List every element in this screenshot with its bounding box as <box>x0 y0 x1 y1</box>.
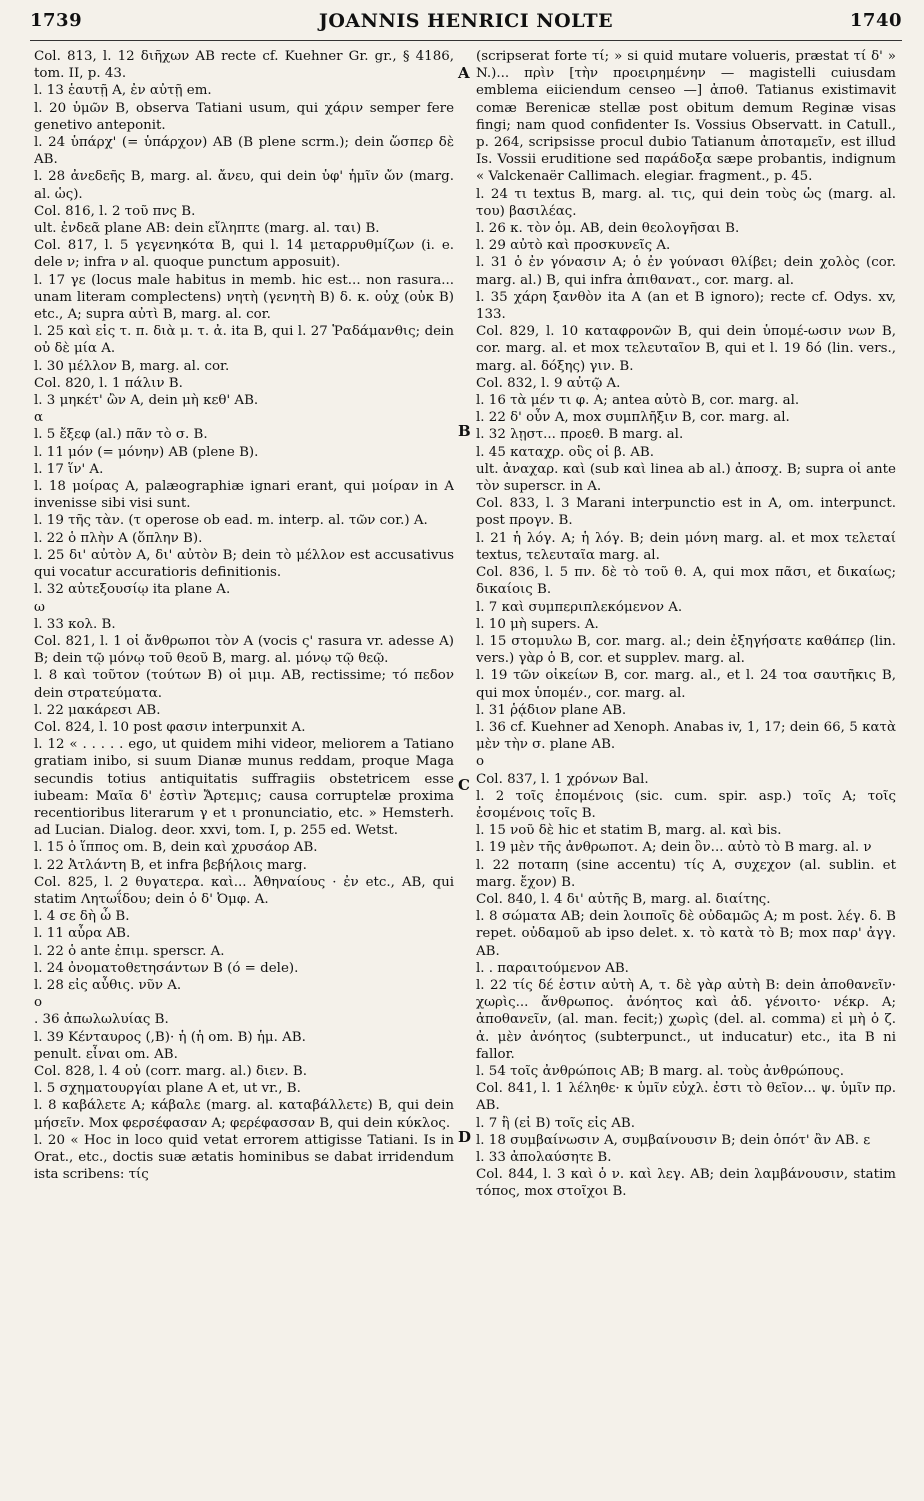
apparatus-entry: α <box>34 410 44 426</box>
apparatus-entry: l. 33 κολ. B. <box>34 616 116 632</box>
margin-marker-c: C <box>458 776 470 794</box>
apparatus-entry: l. 15 νοῦ δὲ hic et statim B, marg. al. καὶ bis. <box>476 823 782 839</box>
apparatus-entry: l. 22 τίς δέ ἐστιν αὐτὴ A, τ. δὲ γὰρ αὐτὴ B: dein ἀποθανεῖν· χωρὶς... ἄνθρωπος. ἀνόητος καὶ ἀδ. γένοιτο· νέκρ. A; ἀποθανεῖν, (al. man. fecit;) χωρὶς (del. al. comma) εἰ μὴ ὁ ζ. ἀ. μὲν ἀνόητος (subterpunct., ut inducatur) etc., ita B ni fallor. <box>476 977 896 1062</box>
apparatus-entry: l. 25 δι' αὐτὸν A, δι' αὐτὸν B; dein τὸ μέλλον est accusativus qui vocatur accuratioris definitionis. <box>34 547 454 581</box>
apparatus-entry: l. 2 τοῖς ἐπομένοις (sic. cum. spir. asp.) τοῖς A; τοῖς ἐσομένοις τοῖς B. <box>476 788 896 821</box>
apparatus-entry: l. 7 ἢ (εἰ B) τοῖς εἰς AB. <box>476 1115 636 1131</box>
margin-marker-a: A <box>458 64 470 82</box>
apparatus-entry: l. 31 ὁ ἐν γόνασιν A; ὁ ἐν γούνασι θλίβει; dein χολὸς (cor. marg. al.) B, qui infra ἀπιθανατ., cor. marg. al. <box>476 255 896 288</box>
apparatus-entry: Col. 844, l. 3 καὶ ὁ ν. καὶ λεγ. AB; dein λαμβάνουσιν, statim τόπος, mox στοῖχοι B. <box>476 1167 896 1200</box>
apparatus-entry: Col. 828, l. 4 οὐ (corr. marg. al.) διεν. B. <box>34 1063 308 1079</box>
apparatus-entry: l. 11 αὖρα AB. <box>34 926 131 942</box>
apparatus-entry: l. 22 Ἀτλάντη B, et infra βεβήλοις marg. <box>34 857 307 873</box>
left-column <box>34 48 454 1495</box>
apparatus-entry: Col. 841, l. 1 λέληθε· κ ὑμῖν εὐχλ. ἐστι τὸ θεῖον... ψ. ὑμῖν πρ. AB. <box>476 1081 896 1114</box>
page-number-right: 1740 <box>849 10 902 31</box>
apparatus-entry: ο <box>476 754 485 770</box>
margin-marker-d: D <box>458 1128 472 1146</box>
apparatus-entry: l. 22 δ' οὖν A, mox συμπλῆξιν B, cor. marg. al. <box>476 410 790 426</box>
margin-marker-b: B <box>458 422 471 440</box>
apparatus-entry: l. 36 cf. Kuehner ad Xenoph. Anabas iv, 1, 17; dein 66, 5 κατὰ μὲν τὴν σ. plane AB. <box>476 719 896 753</box>
apparatus-entry: l. 10 μὴ supers. A. <box>476 616 599 632</box>
apparatus-entry: l. 22 ὁ ante ἐπιμ. sperscr. A. <box>34 943 225 959</box>
apparatus-entry: l. 28 εἰς αὖθις. νῦν A. <box>34 977 182 993</box>
apparatus-entry: (scripserat forte τί; » si quid mutare volueris, præstat τί δ' » N.)... πρὶν [τὴν προειρημένην — magistelli cuiusdam emblema eiiciendum censeo —] ἀποθ. Tatianus existimavit comæ Berenicæ stellæ post obitum demum Reginæ visas fingi; nam quod confidenter Is. Vossius Observatt. in Catull., p. 264, scripsisse procul dubio Tatianum ἀποταμεῖν, est illud Is. Vossii eruditione sed παράδοξα sæpe probantis, indignum « Valckenaër Callimach. elegiar. fragment., p. 45. <box>476 49 896 185</box>
apparatus-entry: l. 12 « . . . . . ego, ut quidem mihi videor, meliorem a Tatiano gratiam inibo, si suum Dianæ munus reddam, proque Maga secundis totius antiquitatis suffragiis obstetricem esse iubeam: Μαῖα δ' ἐστὶν Ἄρτεμις; causa corruptelæ proxima recentioribus literarum γ et ι pronunciatio, etc. » Hemsterh. ad Lucian. Dialog. deor. xxvi, tom. I, p. 255 ed. Wetst. <box>34 737 454 839</box>
apparatus-entry: Col. 837, l. 1 χρόνων Bal. <box>476 771 649 787</box>
apparatus-entry: l. 4 σε δὴ ὦ B. <box>34 909 130 925</box>
running-header <box>30 8 902 38</box>
apparatus-entry: l. 17 γε (locus male habitus in memb. hic est... non rasura... unam literam complectens) νητὴ (γενητὴ B) δ. κ. οὐχ (οὐκ B) etc., A; supra αὐτὶ B, marg. al. cor. <box>34 272 454 323</box>
apparatus-entry: Col. 813, l. 12 διῆχων AB recte cf. Kuehner Gr. gr., § 4186, tom. II, p. 43. <box>34 49 454 82</box>
apparatus-entry: l. 32 αὐτεξουσίῳ ita plane A. <box>34 582 231 598</box>
apparatus-entry: l. 22 ποταπη (sine accentu) τίς A, συχεχον (al. sublin. et marg. ἔχον) B. <box>476 857 896 890</box>
apparatus-entry: l. 13 ἑαυτῇ A, ἐν αὐτῇ em. <box>34 83 212 99</box>
apparatus-entry: ult. ἐνδεᾶ plane AB: dein εἴληπτε (marg. al. ται) B. <box>34 221 380 237</box>
apparatus-entry: l. 22 ὁ πλὴν A (ὅπλην B). <box>34 530 203 546</box>
header-rule <box>30 40 902 41</box>
apparatus-entry: . 36 ἀπωλωλυίας B. <box>34 1012 169 1028</box>
running-title: JOANNIS HENRICI NOLTE <box>318 10 614 32</box>
apparatus-entry: l. 22 μακάρεσι AB. <box>34 702 161 718</box>
apparatus-entry: Col. 825, l. 2 θυγατερα. καὶ... Ἀθηναίους · ἐν etc., AB, qui statim Λητωΐδου; dein ὁ δ' Ὀμφ. A. <box>34 874 454 907</box>
apparatus-entry: l. 24 ὀνοματοθετησάντων B (ό = dele). <box>34 960 299 976</box>
right-column <box>476 48 896 1495</box>
apparatus-entry: l. 24 ὑπάρχ' (= ὑπάρχον) AB (B plene scrm.); dein ὥσπερ δὲ AB. <box>34 135 454 168</box>
apparatus-entry: Col. 832, l. 9 αὐτῷ A. <box>476 375 621 391</box>
apparatus-entry: l. 15 στομυλω B, cor. marg. al.; dein ἐξηγήσατε καθάπερ (lin. vers.) γὰρ ὁ B, cor. et supplev. marg. al. <box>476 633 896 667</box>
apparatus-entry: ult. ἀναχαρ. καὶ (sub καὶ linea ab al.) ἀποσχ. B; supra οἱ ante τὸν superscr. in A. <box>476 461 896 495</box>
apparatus-entry: Col. 840, l. 4 δι' αὐτῆς B, marg. al. διαίτης. <box>476 891 771 907</box>
apparatus-entry: l. 54 τοῖς ἀνθρώποις AB; B marg. al. τοὺς ἀνθρώπους. <box>476 1063 844 1079</box>
apparatus-entry: l. 3 μηκέτ' ὢν A, dein μὴ κεθ' AB. <box>34 393 259 409</box>
apparatus-entry: l. 15 ὁ ἵππος om. B, dein καὶ χρυσάορ AB. <box>34 840 318 856</box>
apparatus-entry: l. 31 ῥᾴδιον plane AB. <box>476 702 627 718</box>
apparatus-entry: l. 33 ἀπολαύσητε B. <box>476 1150 612 1165</box>
apparatus-entry: l. 5 σχηματουργίαι plane A et, ut vr., B. <box>34 1081 301 1097</box>
apparatus-entry: l. 18 συμβαίνωσιν A, συμβαίνουσιν B; dein ὁπότ' ἂν AB. ε <box>476 1132 871 1148</box>
apparatus-entry: l. 8 σώματα AB; dein λοιποῖς δὲ οὐδαμῶς A; m post. λέγ. δ. B repet. οὐδαμοῦ ab ipso delet. x. τὸ κατὰ τὸ B; mox παρ' ἀγγ. AB. <box>476 909 896 959</box>
apparatus-entry: l. 19 τῶν οἰκείων B, cor. marg. al., et l. 24 τοα σαυτῆκις B, qui mox ὑπομέν., cor. marg. al. <box>476 668 896 701</box>
apparatus-entry: l. 8 καβάλετε A; κάβαλε (marg. al. καταβάλλετε) B, qui dein μήσεῖν. Mox φερσέφασαν A; φερέφασσαν B, qui dein κύκλος. <box>34 1098 454 1131</box>
apparatus-entry: Col. 821, l. 1 οἱ ἄνθρωποι τὸν A (vocis ς' rasura vr. adesse A) B; dein τῷ μόνῳ τοῦ θεοῦ B, marg. al. μόνῳ τῷ θεῷ. <box>34 633 454 667</box>
apparatus-entry: l. 5 ἔξεφ (al.) πᾶν τὸ σ. B. <box>34 427 208 443</box>
apparatus-entry: l. 16 τὰ μέν τι φ. A; antea αὐτὸ B, cor. marg. al. <box>476 393 800 409</box>
apparatus-entry: Col. 836, l. 5 πν. δὲ τὸ τοῦ θ. A, qui mox πᾶσι, et δικαίως; δικαίοις B. <box>476 565 896 598</box>
apparatus-entry: l. 26 κ. τὸν ὁμ. AB, dein θεολογῆσαι B. <box>476 221 740 237</box>
page-number-left: 1739 <box>30 10 83 31</box>
apparatus-entry: l. 25 καὶ εἰς τ. π. διὰ μ. τ. ἀ. ita B, qui l. 27 Ῥαδάμανθις; dein οὐ δὲ μία A. <box>34 324 454 357</box>
apparatus-entry: l. 20 « Hoc in loco quid vetat errorem attigisse Tatiani. Is in Orat., etc., doctis suæ ætatis hominibus se dabat irridendum ista scribens: τίς <box>34 1132 454 1183</box>
apparatus-entry: l. 21 ἡ λόγ. A; ἡ λόγ. B; dein μόνη marg. al. et mox τελεταί textus, τελευταῖα marg. al. <box>476 530 896 563</box>
apparatus-entry: Col. 820, l. 1 πάλιν B. <box>34 375 183 391</box>
apparatus-entry: l. 8 καὶ τοῦτον (τούτων B) οἱ μιμ. AB, rectissime; τό πεδον dein στρατεύματα. <box>34 668 454 701</box>
apparatus-entry: l. 11 μόν (= μόνην) AB (plene B). <box>34 444 259 460</box>
apparatus-entry: l. 19 μὲν τῆς ἀνθρωποτ. A; dein ὂν... αὐτὸ τὸ B marg. al. ν <box>476 840 872 856</box>
apparatus-entry: Col. 833, l. 3 Marani interpunctio est in A, om. interpunct. post προγν. B. <box>476 496 896 529</box>
apparatus-entry: Col. 829, l. 10 καταφρονῶν B, qui dein ὑπομέ-ωσιν νων B, cor. marg. al. et mox τελευταῖον B, qui et l. 19 δό (lin. vers., marg. al. δόξης) γιν. B. <box>476 324 896 374</box>
apparatus-entry: l. 20 ὑμῶν B, observa Tatiani usum, qui χάριν semper fere genetivo anteponit. <box>34 100 454 133</box>
apparatus-entry: ω <box>34 599 45 615</box>
apparatus-entry: l. 19 τῆς τὰν. (τ operose ob ead. m. interp. al. τῶν cor.) A. <box>34 513 428 529</box>
apparatus-entry: l. 17 ἵν' A. <box>34 461 104 477</box>
apparatus-entry: l. 45 καταχρ. οὓς οἱ β. AB. <box>476 444 655 460</box>
apparatus-entry: Col. 824, l. 10 post φασιν interpunxit A. <box>34 719 306 735</box>
apparatus-entry: l. 7 καὶ συμπεριπλεκόμενον A. <box>476 599 683 615</box>
apparatus-entry: Col. 816, l. 2 τοῦ πνς B. <box>34 203 196 219</box>
apparatus-entry: l. 24 τι textus B, marg. al. τις, qui dein τοὺς ὡς (marg. al. του) βασιλέας. <box>476 186 896 219</box>
apparatus-entry: penult. εἶναι om. AB. <box>34 1046 178 1062</box>
apparatus-entry: l. 29 αὐτὸ καὶ προσκυνεῖς A. <box>476 238 671 254</box>
apparatus-entry: l. . παραιτούμενον AB. <box>476 960 629 976</box>
apparatus-entry: ο <box>34 995 43 1011</box>
apparatus-entry: l. 35 χάρη ξανθὸν ita A (an et B ignoro); recte cf. Odys. xv, 133. <box>476 289 896 323</box>
apparatus-entry: l. 30 μέλλον B, marg. al. cor. <box>34 358 230 374</box>
apparatus-entry: l. 39 Κένταυρος (,B)· ἡ (ἡ om. B) ἡμ. AB. <box>34 1029 306 1045</box>
apparatus-entry: l. 28 ἀνεδεῆς B, marg. al. ἄνευ, qui dein ὑφ' ἡμῖν ὤν (marg. al. ὡς). <box>34 169 454 202</box>
apparatus-entry: Col. 817, l. 5 γεγενηκότα B, qui l. 14 μεταρρυθμίζων (i. e. dele ν; infra ν al. quoque punctum apposuit). <box>34 238 454 271</box>
apparatus-entry: l. 32 λῃστ... προεθ. B marg. al. <box>476 427 684 443</box>
apparatus-entry: l. 18 μοίρας A, palæographiæ ignari erant, qui μοίραν in A invenisse sibi visi sunt. <box>34 479 454 512</box>
